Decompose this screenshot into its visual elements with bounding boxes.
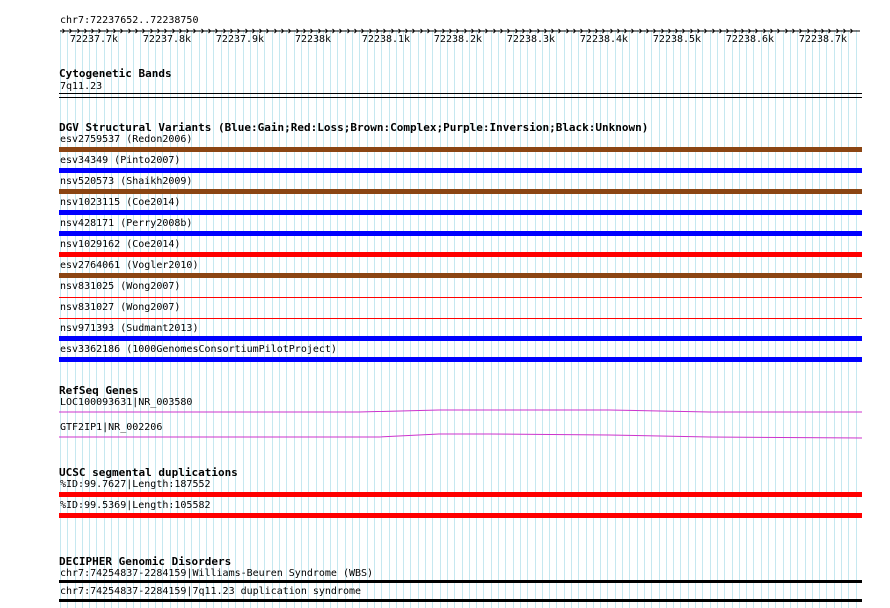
ruler-tick-label: 72238.2k [433, 34, 483, 45]
dgv-variant-label: nsv1029162 (Coe2014) [60, 239, 181, 250]
cytoband-label: 7q11.23 [60, 81, 103, 92]
dgv-variant-bar[interactable] [59, 168, 862, 173]
dgv-variant-label: esv2764061 (Vogler2010) [60, 260, 199, 271]
ruler-tick-label: 72238.3k [506, 34, 556, 45]
ruler-tick-label: 72238.4k [579, 34, 629, 45]
cytoband-separator [59, 97, 862, 98]
ruler-tick-label: 72238.1k [361, 34, 411, 45]
dgv-variant-bar[interactable] [59, 210, 862, 215]
dgv-variant-label: nsv831025 (Wong2007) [60, 281, 181, 292]
gene-label: GTF2IP1|NR_002206 [60, 422, 163, 433]
dgv-variant-bar[interactable] [59, 231, 862, 236]
dgv-variant-label: esv34349 (Pinto2007) [60, 155, 181, 166]
ruler-tick-label: 72238k [294, 34, 332, 45]
dgv-variant-bar[interactable] [59, 252, 862, 257]
gene-label: LOC100093631|NR_003580 [60, 397, 193, 408]
dgv-variant-label: esv3362186 (1000GenomesConsortiumPilotProject) [60, 344, 337, 355]
dgv-variant-bar[interactable] [59, 318, 862, 319]
decipher-bar[interactable] [59, 580, 862, 583]
ruler-tick-label: 72237.8k [142, 34, 192, 45]
segdup-label: %ID:99.5369|Length:105582 [60, 500, 211, 511]
dgv-variant-bar[interactable] [59, 336, 862, 341]
decipher-title: DECIPHER Genomic Disorders [59, 555, 232, 568]
dgv-variant-label: nsv428171 (Perry2008b) [60, 218, 193, 229]
decipher-bar[interactable] [59, 599, 862, 602]
dgv-variant-label: nsv520573 (Shaikh2009) [60, 176, 193, 187]
ruler-tick-label: 72238.7k [798, 34, 848, 45]
dgv-variant-label: nsv831027 (Wong2007) [60, 302, 181, 313]
cytobands-title: Cytogenetic Bands [59, 67, 172, 80]
dgv-variant-bar[interactable] [59, 297, 862, 298]
dgv-variant-label: esv2759537 (Redon2006) [60, 134, 193, 145]
segdup-bar[interactable] [59, 492, 862, 497]
ruler-position-label: chr7:72237652..72238750 [60, 15, 199, 26]
refseq-title: RefSeq Genes [59, 384, 139, 397]
segdups-title: UCSC segmental duplications [59, 466, 238, 479]
decipher-label: chr7:74254837-2284159|7q11.23 duplication syndrome [60, 586, 362, 597]
dgv-variant-bar[interactable] [59, 147, 862, 152]
segdup-bar[interactable] [59, 513, 862, 518]
gene-feature[interactable] [59, 431, 862, 439]
dgv-variant-label: nsv1023115 (Coe2014) [60, 197, 181, 208]
dgv-variant-label: nsv971393 (Sudmant2013) [60, 323, 199, 334]
ruler-tick-label: 72237.9k [215, 34, 265, 45]
segdup-label: %ID:99.7627|Length:187552 [60, 479, 211, 490]
ruler-tick-label: 72238.6k [725, 34, 775, 45]
ruler-tick-label: 72237.7k [69, 34, 119, 45]
dgv-variant-bar[interactable] [59, 189, 862, 194]
cytoband-bar[interactable] [59, 93, 862, 94]
dgv-variant-bar[interactable] [59, 273, 862, 278]
dgv-title: DGV Structural Variants (Blue:Gain;Red:Loss;Brown:Complex;Purple:Inversion;Black:Unknown) [59, 121, 649, 134]
ruler-tick-label: 72238.5k [652, 34, 702, 45]
dgv-variant-bar[interactable] [59, 357, 862, 362]
decipher-label: chr7:74254837-2284159|Williams-Beuren Syndrome (WBS) [60, 568, 374, 579]
